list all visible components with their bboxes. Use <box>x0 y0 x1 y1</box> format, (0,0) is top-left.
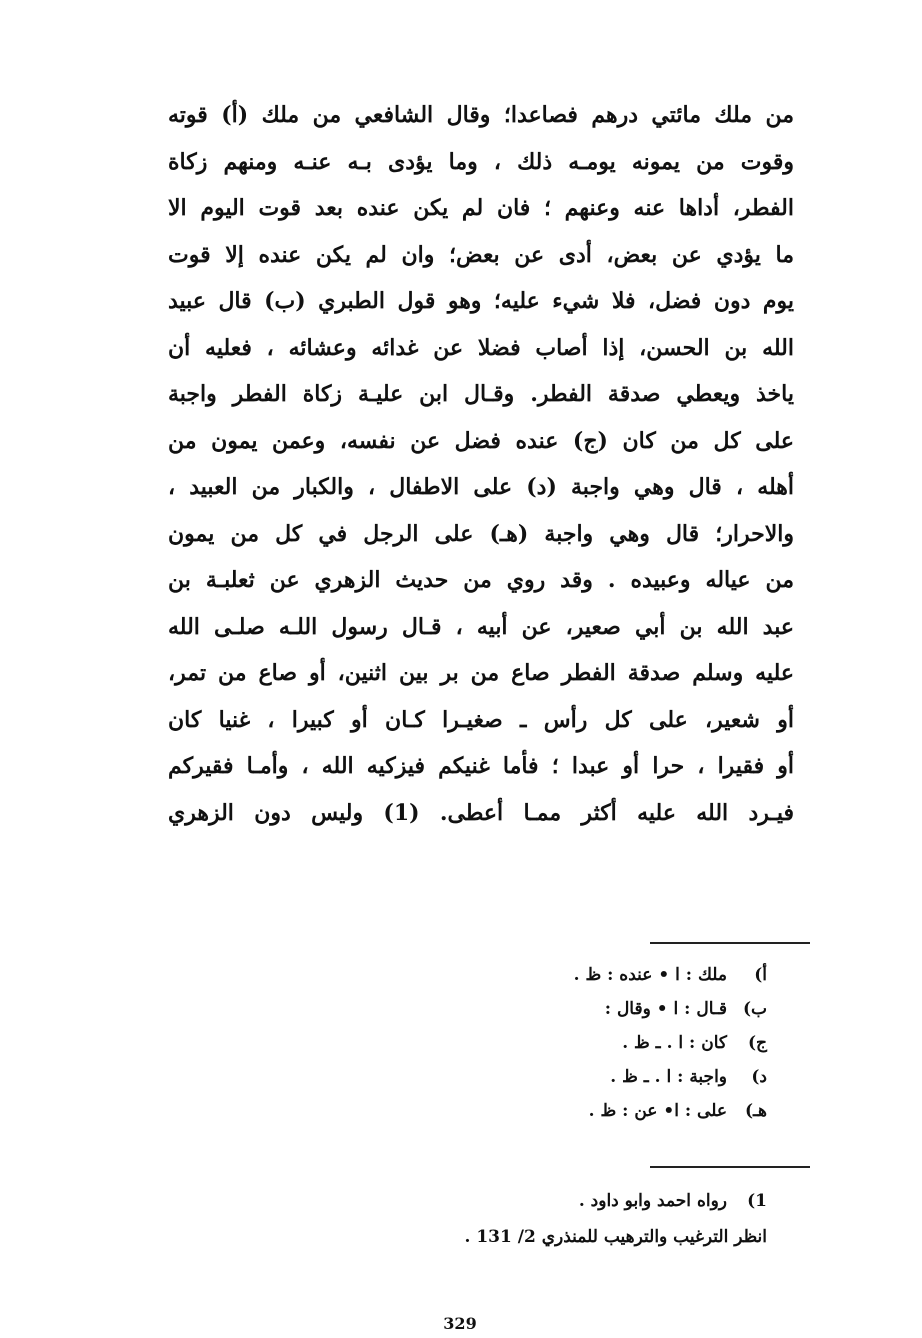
footnote-marker: هـ) <box>745 1101 767 1121</box>
footnote-text: قـال : ا • وقال : <box>604 999 727 1019</box>
footnote-marker: ب) <box>742 999 767 1019</box>
text-line: ياخذ ويعطي صدقة الفطر. وقـال ابن عليـة زكاة الفطر واجبة <box>168 381 794 407</box>
footnote-marker: د) <box>751 1067 767 1087</box>
footnote-item <box>574 1094 767 1128</box>
footnote-marker: 1) <box>747 1191 767 1211</box>
footnote-item <box>464 1183 767 1219</box>
text-line: عبد الله بن أبي صعير، عن أبيه ، قـال رسول اللـه صلـى الله <box>168 613 794 640</box>
text-line: أهله ، قال وهي واجبة (د) على الاطفال ، والكبار من العبيد ، <box>168 474 794 500</box>
footnote-item <box>574 1060 767 1094</box>
text-line: أو فقيرا ، حرا أو عبدا ؛ فأما غنيكم فيزكيه الله ، وأمـا فقيركم <box>168 753 794 779</box>
text-line: يوم دون فضل، فلا شيء عليه؛ وهو قول الطبري (ب) قال عبيد <box>168 288 794 314</box>
reference-footnotes <box>464 1183 767 1255</box>
variant-footnotes <box>574 958 767 1128</box>
text-line: من ملك مائتي درهم فصاعدا؛ وقال الشافعي من ملك (أ) قوته <box>168 102 794 128</box>
text-line: عليه وسلم صدقة الفطر صاع من بر بين اثنين، أو صاع من تمر، <box>168 660 794 686</box>
text-line: فيـرد الله عليه أكثر ممـا أعطى. (1) وليس دون الزهري <box>168 799 794 826</box>
text-line: ما يؤدي عن بعض، أدى عن بعض؛ وان لم يكن عنده إلا قوت <box>168 241 794 268</box>
footnote-item <box>574 992 767 1026</box>
main-text-block <box>168 92 794 836</box>
footnote-text: رواه احمد وابو داود . <box>578 1191 727 1211</box>
footnote-item <box>574 1026 767 1060</box>
footnote-divider-references <box>650 1166 810 1168</box>
text-line: الله بن الحسن، إذا أصاب فضلا عن غدائه وعشائه ، فعليه أن <box>168 334 794 361</box>
text-line: على كل من كان (ج) عنده فضل عن نفسه، وعمن يمون من <box>168 427 794 454</box>
footnote-text: واجبة : ا . ـ ظ . <box>610 1067 727 1087</box>
text-line: والاحرار؛ قال وهي واجبة (هـ) على الرجل في كل من يمون <box>168 520 794 547</box>
footnote-continuation: انظر الترغيب والترهيب للمنذري 2/ 131 . <box>464 1227 767 1247</box>
footnote-text: كان : ا . ـ ظ . <box>622 1033 727 1053</box>
footnote-divider-variants <box>650 942 810 944</box>
footnote-marker: أ) <box>754 965 767 985</box>
page-number: 329 <box>443 1314 477 1333</box>
footnote-item <box>574 958 767 992</box>
text-line: الفطر، أداها عنه وعنهم ؛ فان لم يكن عنده بعد قوت اليوم الا <box>168 195 794 221</box>
footnote-text: على : ا• عن : ظ . <box>588 1101 727 1121</box>
text-line: أو شعير، على كل رأس ـ صغيـرا كـان أو كبيرا ، غنيا كان <box>168 706 794 733</box>
text-line: وقوت من يمونه يومـه ذلك ، وما يؤدى بـه عنـه ومنهم زكاة <box>168 148 794 175</box>
footnote-text: ملك : ا • عنده : ظ . <box>573 965 727 985</box>
footnote-marker: ج) <box>747 1033 767 1053</box>
text-line: من عياله وعبيده . وقد روي من حديث الزهري عن ثعلبـة بن <box>168 567 794 593</box>
